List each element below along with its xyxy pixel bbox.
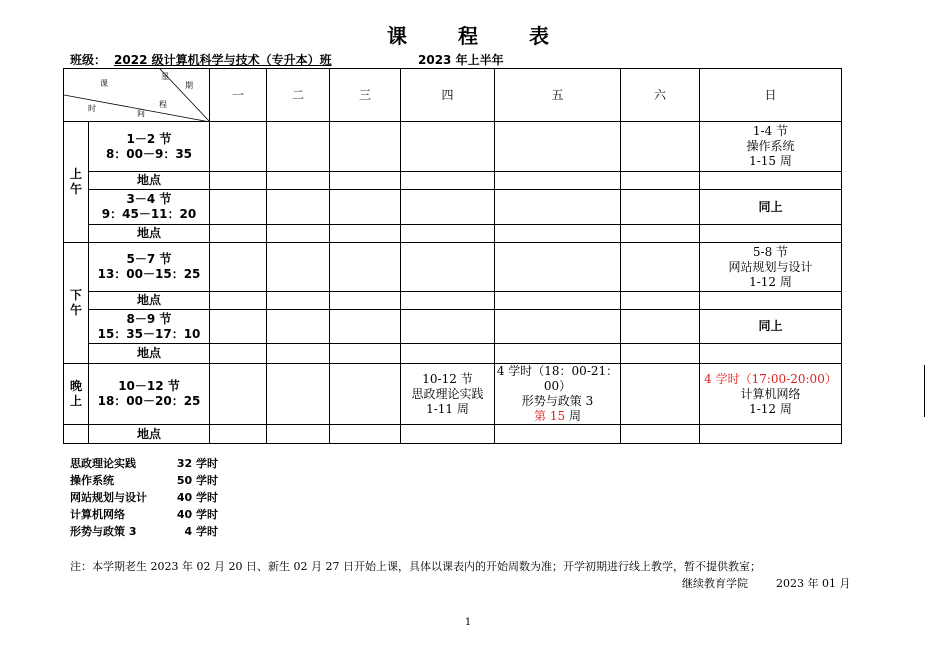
day-wed: 三 (330, 69, 401, 122)
footnote: 注：本学期老生 2023 年 02 月 20 日、新生 02 月 27 日开始上课，具体以课表内的开始周数为准；开学初期进行线上教学，暂不提供教室； (70, 560, 761, 573)
schedule-table (63, 68, 842, 444)
period-row-5 (64, 364, 842, 425)
period-1-label: 1－2 节 8：00－9：35 (89, 122, 210, 172)
list-item: 形势与政策 3 4 学时 (70, 525, 218, 538)
course-thu-p5: 10-12 节 思政理论实践 1-11 周 (401, 364, 495, 425)
text-cursor-mark (924, 365, 925, 417)
header-row (64, 69, 842, 122)
segment-afternoon: 下 午 (64, 243, 89, 364)
corner-ke: 课 (100, 79, 108, 88)
period-3-label: 5－7 节 13：00－15：25 (89, 243, 210, 292)
place-row-2 (64, 225, 842, 243)
class-value: 2022 级计算机科学与技术（专升本）班 (114, 53, 332, 67)
place-label: 地点 (89, 292, 210, 310)
course-sun-p5: 4 学时（17:00-20:00） 计算机网络 1-12 周 (700, 364, 842, 425)
list-item: 思政理论实践 32 学时 (70, 457, 218, 470)
signature-org: 继续教育学院 (682, 577, 748, 590)
corner-cheng: 程 (159, 100, 167, 109)
day-mon: 一 (210, 69, 267, 122)
place-row-1 (64, 172, 842, 190)
course-fri-p5: 4 学时（18：00-21：00） 形势与政策 3 第 15 周 (495, 364, 621, 425)
corner-jian: 间 (137, 109, 145, 118)
page-number: 1 (464, 617, 472, 628)
period-4-label: 8－9 节 15：35－17：10 (89, 310, 210, 344)
place-label: 地点 (89, 225, 210, 243)
same-as-above-sun-p2: 同上 (700, 190, 842, 225)
corner-xing: 星 (161, 72, 169, 81)
day-sun: 日 (700, 69, 842, 122)
class-label: 班级： (70, 53, 107, 67)
segment-evening: 晚 上 (64, 364, 89, 425)
place-label: 地点 (89, 425, 210, 444)
course-sun-p3: 5-8 节 网站规划与设计 1-12 周 (700, 243, 842, 292)
page-title: 课 程 表 (387, 24, 571, 48)
period-row-4 (64, 310, 842, 344)
signature-date: 2023 年 01 月 (776, 577, 851, 590)
period-row-3 (64, 243, 842, 292)
period-row-2 (64, 190, 842, 225)
place-row-5 (64, 425, 842, 444)
period-2-label: 3－4 节 9：45－11：20 (89, 190, 210, 225)
corner-cell (64, 69, 210, 122)
place-label: 地点 (89, 172, 210, 190)
list-item: 操作系统 50 学时 (70, 474, 218, 487)
day-tue: 二 (267, 69, 330, 122)
place-row-3 (64, 292, 842, 310)
day-sat: 六 (621, 69, 700, 122)
day-fri: 五 (495, 69, 621, 122)
list-item: 计算机网络 40 学时 (70, 508, 218, 521)
place-row-4 (64, 344, 842, 364)
list-item: 网站规划与设计 40 学时 (70, 491, 218, 504)
segment-morning: 上 午 (64, 122, 89, 243)
course-hours-list (70, 455, 218, 540)
course-sun-p1: 1-4 节 操作系统 1-15 周 (700, 122, 842, 172)
same-as-above-sun-p4: 同上 (700, 310, 842, 344)
class-info (70, 51, 504, 68)
signature (682, 575, 850, 591)
place-label: 地点 (89, 344, 210, 364)
period-5-label: 10－12 节 18：00－20：25 (89, 364, 210, 425)
term-label: 2023 年上半年 (418, 53, 504, 67)
corner-shi: 时 (88, 104, 96, 113)
day-thu: 四 (401, 69, 495, 122)
period-row-1 (64, 122, 842, 172)
corner-qi: 期 (185, 81, 193, 90)
